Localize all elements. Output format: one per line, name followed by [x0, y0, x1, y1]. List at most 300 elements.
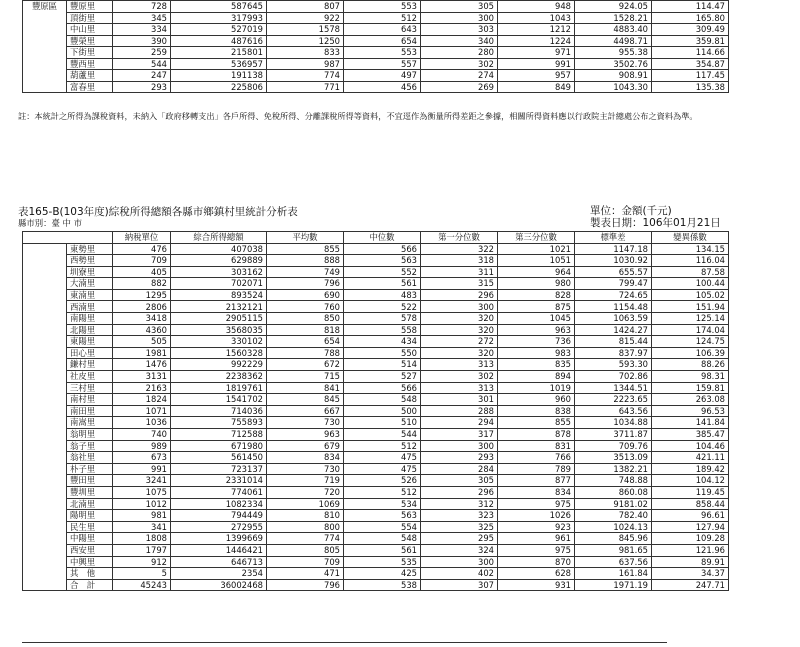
value-cell: 274 [421, 70, 498, 82]
table-row [23, 521, 729, 533]
value-cell: 301 [421, 394, 498, 406]
table-row [23, 463, 729, 475]
value-cell: 893524 [171, 289, 267, 301]
value-cell: 104.12 [652, 475, 729, 487]
value-cell: 845.96 [575, 533, 652, 545]
value-cell: 293 [421, 452, 498, 464]
value-cell: 2354 [171, 568, 267, 580]
value-cell: 2331014 [171, 475, 267, 487]
value-cell: 405 [113, 266, 171, 278]
table-row [23, 371, 729, 383]
value-cell: 991 [113, 463, 171, 475]
value-cell: 878 [498, 429, 575, 441]
column-header: 第三分位數 [498, 232, 575, 244]
value-cell: 512 [344, 12, 421, 24]
value-cell: 159.81 [652, 382, 729, 394]
village-cell: 圳寮里 [67, 266, 113, 278]
value-cell: 810 [267, 510, 344, 522]
value-cell: 766 [498, 452, 575, 464]
value-cell: 912 [113, 556, 171, 568]
value-cell: 709.76 [575, 440, 652, 452]
value-cell: 87.58 [652, 266, 729, 278]
value-cell: 563 [344, 510, 421, 522]
value-cell: 4360 [113, 324, 171, 336]
value-cell: 955.38 [575, 47, 652, 59]
value-cell: 553 [344, 1, 421, 13]
value-cell: 456 [344, 81, 421, 93]
value-cell: 557 [344, 58, 421, 70]
village-cell: 頂街里 [67, 12, 113, 24]
table-row [23, 486, 729, 498]
value-cell: 948 [498, 1, 575, 13]
village-cell: 東勢里 [67, 243, 113, 255]
table-row [23, 452, 729, 464]
value-cell: 3418 [113, 313, 171, 325]
value-cell: 475 [344, 452, 421, 464]
value-cell: 4498.71 [575, 35, 652, 47]
value-cell: 833 [267, 47, 344, 59]
value-cell: 263.08 [652, 394, 729, 406]
value-cell: 191138 [171, 70, 267, 82]
top-table [22, 0, 729, 93]
value-cell: 476 [113, 243, 171, 255]
value-cell: 225806 [171, 81, 267, 93]
value-cell: 654 [267, 336, 344, 348]
value-cell: 124.75 [652, 336, 729, 348]
value-cell: 983 [498, 347, 575, 359]
village-cell: 社皮里 [67, 371, 113, 383]
value-cell: 1026 [498, 510, 575, 522]
table-row [23, 568, 729, 580]
value-cell: 544 [344, 429, 421, 441]
value-cell: 294 [421, 417, 498, 429]
value-cell: 550 [344, 347, 421, 359]
value-cell: 3711.87 [575, 429, 652, 441]
table-title: 表165-B(103年度)綜稅所得總額各縣市鄉鎮村里統計分析表 [18, 206, 298, 218]
value-cell: 2223.65 [575, 394, 652, 406]
column-header [23, 232, 113, 244]
value-cell: 341 [113, 521, 171, 533]
value-cell: 318 [421, 255, 498, 267]
value-cell: 134.15 [652, 243, 729, 255]
value-cell: 552 [344, 266, 421, 278]
value-cell: 334 [113, 24, 171, 36]
value-cell: 121.96 [652, 544, 729, 556]
district-cell [23, 243, 67, 591]
village-cell: 鎌村里 [67, 359, 113, 371]
value-cell: 497 [344, 70, 421, 82]
value-cell: 320 [421, 347, 498, 359]
value-cell: 855 [498, 417, 575, 429]
value-cell: 307 [421, 579, 498, 591]
value-cell: 1082334 [171, 498, 267, 510]
value-cell: 963 [498, 324, 575, 336]
village-cell: 合 計 [67, 579, 113, 591]
value-cell: 300 [421, 556, 498, 568]
village-cell: 下街里 [67, 47, 113, 59]
value-cell: 114.47 [652, 1, 729, 13]
value-cell: 1043.30 [575, 81, 652, 93]
value-cell: 845 [267, 394, 344, 406]
value-cell: 325 [421, 521, 498, 533]
village-cell: 田心里 [67, 347, 113, 359]
value-cell: 487616 [171, 35, 267, 47]
value-cell: 100.44 [652, 278, 729, 290]
value-cell: 189.42 [652, 463, 729, 475]
column-header: 第一分位數 [421, 232, 498, 244]
table-row [23, 544, 729, 556]
value-cell: 975 [498, 498, 575, 510]
value-cell: 987 [267, 58, 344, 70]
value-cell: 646713 [171, 556, 267, 568]
value-cell: 882 [113, 278, 171, 290]
value-cell: 514 [344, 359, 421, 371]
value-cell: 303 [421, 24, 498, 36]
village-cell: 大湳里 [67, 278, 113, 290]
value-cell: 36002468 [171, 579, 267, 591]
value-cell: 1224 [498, 35, 575, 47]
village-cell: 豐榮里 [67, 35, 113, 47]
value-cell: 340 [421, 35, 498, 47]
bottom-table [22, 231, 729, 591]
value-cell: 975 [498, 544, 575, 556]
value-cell: 748.88 [575, 475, 652, 487]
village-cell: 三村里 [67, 382, 113, 394]
value-cell: 672 [267, 359, 344, 371]
table-row [23, 533, 729, 545]
value-cell: 554 [344, 521, 421, 533]
value-cell: 923 [498, 521, 575, 533]
value-cell: 1021 [498, 243, 575, 255]
value-cell: 1446421 [171, 544, 267, 556]
value-cell: 724.65 [575, 289, 652, 301]
table-row [23, 313, 729, 325]
table-row [23, 81, 729, 93]
value-cell: 141.84 [652, 417, 729, 429]
value-cell: 796 [267, 579, 344, 591]
village-cell: 中山里 [67, 24, 113, 36]
value-cell: 834 [498, 486, 575, 498]
value-cell: 563 [344, 255, 421, 267]
value-cell: 788 [267, 347, 344, 359]
table-row [23, 255, 729, 267]
value-cell: 483 [344, 289, 421, 301]
column-header: 平均數 [267, 232, 344, 244]
value-cell: 1382.21 [575, 463, 652, 475]
value-cell: 818 [267, 324, 344, 336]
value-cell: 119.45 [652, 486, 729, 498]
table-row [23, 58, 729, 70]
value-cell: 655.57 [575, 266, 652, 278]
village-cell: 豐西里 [67, 58, 113, 70]
value-cell: 9181.02 [575, 498, 652, 510]
value-cell: 1981 [113, 347, 171, 359]
value-cell: 1424.27 [575, 324, 652, 336]
value-cell: 471 [267, 568, 344, 580]
value-cell: 315 [421, 278, 498, 290]
value-cell: 302 [421, 371, 498, 383]
value-cell: 980 [498, 278, 575, 290]
value-cell: 709 [113, 255, 171, 267]
value-cell: 96.53 [652, 405, 729, 417]
value-cell: 1295 [113, 289, 171, 301]
value-cell: 280 [421, 47, 498, 59]
value-cell: 667 [267, 405, 344, 417]
value-cell: 971 [498, 47, 575, 59]
value-cell: 3241 [113, 475, 171, 487]
value-cell: 548 [344, 533, 421, 545]
value-cell: 679 [267, 440, 344, 452]
value-cell: 354.87 [652, 58, 729, 70]
value-cell: 894 [498, 371, 575, 383]
value-cell: 317993 [171, 12, 267, 24]
value-cell: 3568035 [171, 324, 267, 336]
column-header: 中位數 [344, 232, 421, 244]
village-cell: 南陽里 [67, 313, 113, 325]
value-cell: 712588 [171, 429, 267, 441]
village-cell: 南田里 [67, 405, 113, 417]
value-cell: 566 [344, 382, 421, 394]
value-cell: 284 [421, 463, 498, 475]
value-cell: 1043 [498, 12, 575, 24]
value-cell: 512 [344, 440, 421, 452]
table-row [23, 289, 729, 301]
table-row [23, 278, 729, 290]
value-cell: 125.14 [652, 313, 729, 325]
value-cell: 1578 [267, 24, 344, 36]
value-cell: 671980 [171, 440, 267, 452]
table-row [23, 510, 729, 522]
value-cell: 643.56 [575, 405, 652, 417]
value-cell: 774 [267, 533, 344, 545]
value-cell: 800 [267, 521, 344, 533]
table-row [23, 35, 729, 47]
value-cell: 838 [498, 405, 575, 417]
value-cell: 774061 [171, 486, 267, 498]
value-cell: 536957 [171, 58, 267, 70]
value-cell: 300 [421, 440, 498, 452]
value-cell: 1344.51 [575, 382, 652, 394]
table-row [23, 301, 729, 313]
value-cell: 961 [498, 533, 575, 545]
value-cell: 702.86 [575, 371, 652, 383]
value-cell: 512 [344, 486, 421, 498]
value-cell: 849 [498, 81, 575, 93]
value-cell: 578 [344, 313, 421, 325]
table-row [23, 347, 729, 359]
value-cell: 855 [267, 243, 344, 255]
value-cell: 312 [421, 498, 498, 510]
value-cell: 553 [344, 47, 421, 59]
village-cell: 民生里 [67, 521, 113, 533]
value-cell: 1075 [113, 486, 171, 498]
village-cell: 翁明里 [67, 429, 113, 441]
value-cell: 1541702 [171, 394, 267, 406]
value-cell: 1154.48 [575, 301, 652, 313]
value-cell: 1212 [498, 24, 575, 36]
value-cell: 828 [498, 289, 575, 301]
village-cell: 西勢里 [67, 255, 113, 267]
village-cell: 翁子里 [67, 440, 113, 452]
value-cell: 834 [267, 452, 344, 464]
value-cell: 835 [498, 359, 575, 371]
value-cell: 774 [267, 70, 344, 82]
village-cell: 其 他 [67, 568, 113, 580]
value-cell: 690 [267, 289, 344, 301]
table-row [23, 324, 729, 336]
value-cell: 807 [267, 1, 344, 13]
value-cell: 991 [498, 58, 575, 70]
table-row [23, 405, 729, 417]
value-cell: 1063.59 [575, 313, 652, 325]
value-cell: 174.04 [652, 324, 729, 336]
value-cell: 587645 [171, 1, 267, 13]
value-cell: 3513.09 [575, 452, 652, 464]
value-cell: 1971.19 [575, 579, 652, 591]
value-cell: 151.94 [652, 301, 729, 313]
value-cell: 1012 [113, 498, 171, 510]
value-cell: 908.91 [575, 70, 652, 82]
village-cell: 南村里 [67, 394, 113, 406]
value-cell: 359.81 [652, 35, 729, 47]
value-cell: 247.71 [652, 579, 729, 591]
table-row [23, 382, 729, 394]
value-cell: 593.30 [575, 359, 652, 371]
value-cell: 963 [267, 429, 344, 441]
table-row [23, 498, 729, 510]
value-cell: 831 [498, 440, 575, 452]
table-row [23, 417, 729, 429]
value-cell: 673 [113, 452, 171, 464]
value-cell: 888 [267, 255, 344, 267]
value-cell: 548 [344, 394, 421, 406]
value-cell: 135.38 [652, 81, 729, 93]
value-cell: 1051 [498, 255, 575, 267]
value-cell: 293 [113, 81, 171, 93]
value-cell: 992229 [171, 359, 267, 371]
table-row [23, 47, 729, 59]
value-cell: 1045 [498, 313, 575, 325]
value-cell: 1560328 [171, 347, 267, 359]
value-cell: 1019 [498, 382, 575, 394]
value-cell: 1399669 [171, 533, 267, 545]
value-cell: 104.46 [652, 440, 729, 452]
village-cell: 東湳里 [67, 289, 113, 301]
value-cell: 309.49 [652, 24, 729, 36]
value-cell: 390 [113, 35, 171, 47]
value-cell: 535 [344, 556, 421, 568]
value-cell: 628 [498, 568, 575, 580]
village-cell: 豐原里 [67, 1, 113, 13]
value-cell: 924.05 [575, 1, 652, 13]
footnote: 註：本統計之所得為課稅資料，未納入「政府移轉支出」各戶所得、免稅所得、分離課稅所得等資料，不宜逕作為衡量所得差距之參據，相關所得資料應以行政院主計總處公布之資料為準。 [18, 111, 698, 121]
value-cell: 730 [267, 463, 344, 475]
value-cell: 561450 [171, 452, 267, 464]
village-cell: 東陽里 [67, 336, 113, 348]
value-cell: 109.28 [652, 533, 729, 545]
value-cell: 106.39 [652, 347, 729, 359]
value-cell: 989 [113, 440, 171, 452]
value-cell: 957 [498, 70, 575, 82]
village-cell: 朴子里 [67, 463, 113, 475]
value-cell: 1030.92 [575, 255, 652, 267]
value-cell: 740 [113, 429, 171, 441]
value-cell: 2238362 [171, 371, 267, 383]
value-cell: 320 [421, 313, 498, 325]
table-row [23, 556, 729, 568]
village-cell: 陽明里 [67, 510, 113, 522]
table-row [23, 12, 729, 24]
table-row [23, 336, 729, 348]
table-row [23, 394, 729, 406]
value-cell: 34.37 [652, 568, 729, 580]
value-cell: 715 [267, 371, 344, 383]
value-cell: 782.40 [575, 510, 652, 522]
value-cell: 510 [344, 417, 421, 429]
value-cell: 837.97 [575, 347, 652, 359]
value-cell: 771 [267, 81, 344, 93]
value-cell: 324 [421, 544, 498, 556]
value-cell: 296 [421, 289, 498, 301]
value-cell: 522 [344, 301, 421, 313]
value-cell: 295 [421, 533, 498, 545]
value-cell: 272955 [171, 521, 267, 533]
value-cell: 89.91 [652, 556, 729, 568]
value-cell: 850 [267, 313, 344, 325]
value-cell: 789 [498, 463, 575, 475]
value-cell: 981.65 [575, 544, 652, 556]
value-cell: 1476 [113, 359, 171, 371]
value-cell: 96.61 [652, 510, 729, 522]
value-cell: 702071 [171, 278, 267, 290]
value-cell: 320 [421, 324, 498, 336]
column-header: 綜合所得總額 [171, 232, 267, 244]
value-cell: 127.94 [652, 521, 729, 533]
column-header: 標準差 [575, 232, 652, 244]
value-cell: 858.44 [652, 498, 729, 510]
village-cell: 中陽里 [67, 533, 113, 545]
table-row [23, 266, 729, 278]
value-cell: 317 [421, 429, 498, 441]
value-cell: 1024.13 [575, 521, 652, 533]
value-cell: 407038 [171, 243, 267, 255]
value-cell: 114.66 [652, 47, 729, 59]
value-cell: 300 [421, 12, 498, 24]
value-cell: 1069 [267, 498, 344, 510]
value-cell: 1808 [113, 533, 171, 545]
value-cell: 98.31 [652, 371, 729, 383]
value-cell: 3131 [113, 371, 171, 383]
village-cell: 北湳里 [67, 498, 113, 510]
value-cell: 538 [344, 579, 421, 591]
value-cell: 385.47 [652, 429, 729, 441]
value-cell: 300 [421, 301, 498, 313]
value-cell: 305 [421, 475, 498, 487]
value-cell: 313 [421, 359, 498, 371]
value-cell: 323 [421, 510, 498, 522]
value-cell: 1797 [113, 544, 171, 556]
value-cell: 730 [267, 417, 344, 429]
village-cell: 葫蘆里 [67, 70, 113, 82]
value-cell: 3502.76 [575, 58, 652, 70]
value-cell: 2806 [113, 301, 171, 313]
value-cell: 714036 [171, 405, 267, 417]
value-cell: 815.44 [575, 336, 652, 348]
value-cell: 860.08 [575, 486, 652, 498]
value-cell: 247 [113, 70, 171, 82]
value-cell: 215801 [171, 47, 267, 59]
value-cell: 931 [498, 579, 575, 591]
